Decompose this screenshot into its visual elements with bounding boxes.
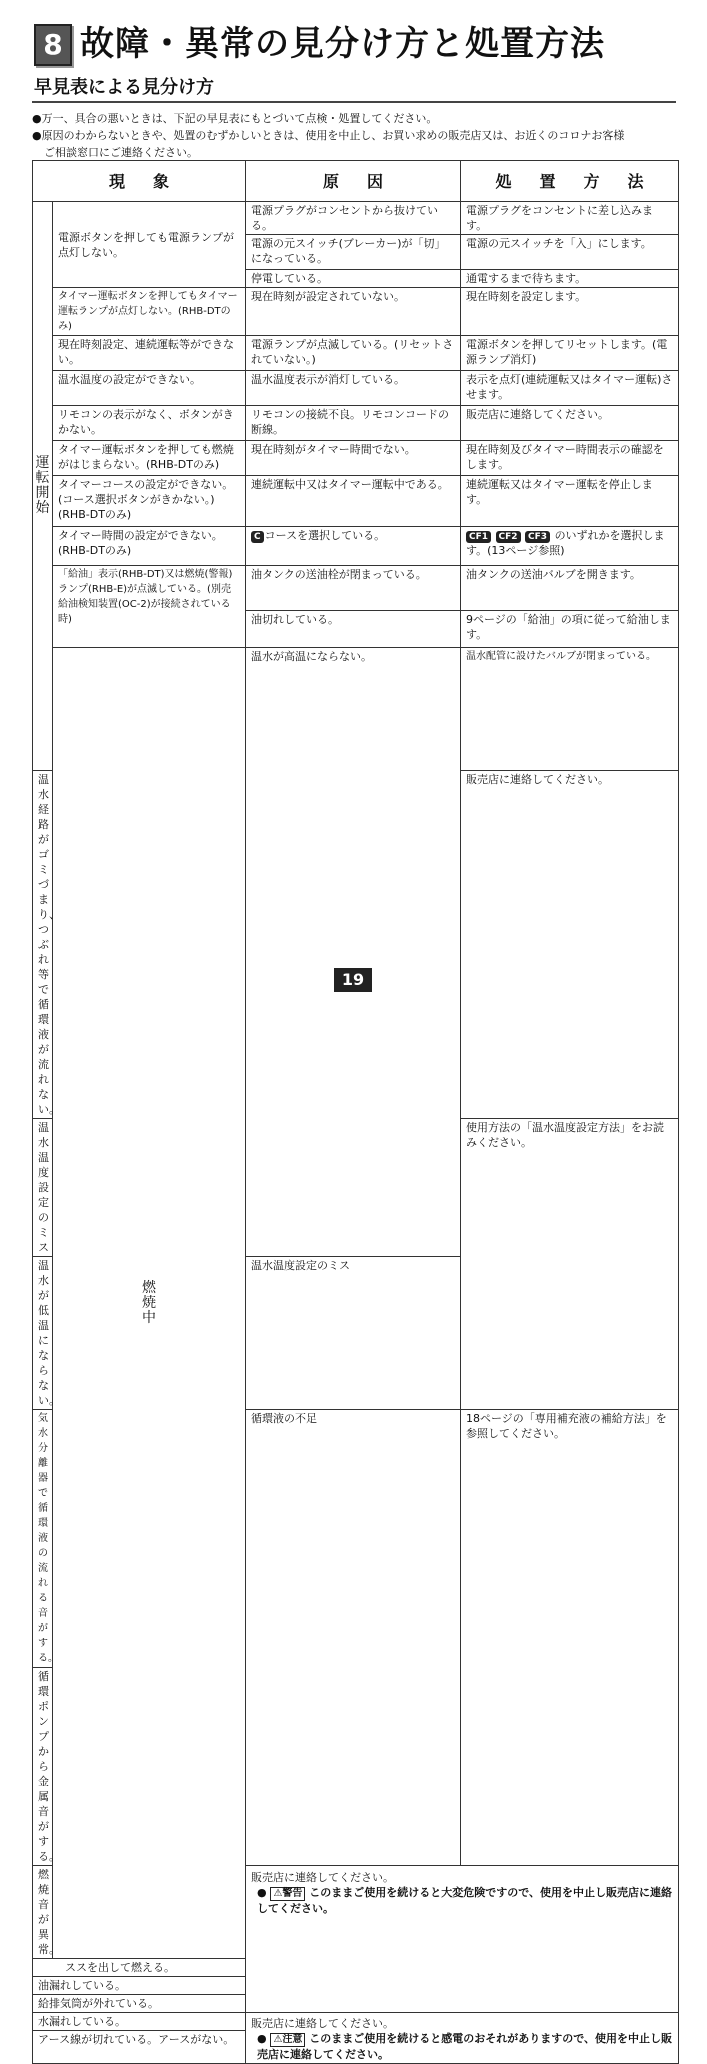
warning-icon: ⚠警告 xyxy=(270,1887,305,1901)
category-char: 開 xyxy=(35,485,50,501)
symptom-cell: 温水が高温にならない。 xyxy=(246,648,461,1257)
c-course-icon: C xyxy=(251,531,264,543)
action-text: 販売店に連絡してください。 xyxy=(251,2017,395,2030)
action-text: のいずれかを選択します。(13ページ参照) xyxy=(466,529,665,557)
cause-cell: 温水温度表示が消灯している。 xyxy=(246,371,461,406)
table-row xyxy=(33,202,679,235)
symptom-cell: ススを出して燃える。 xyxy=(33,1959,246,1977)
cause-cell: 温水経路がゴミづまり、つぶれ等で循環液が流れない。 xyxy=(33,771,53,1119)
category-char: 始 xyxy=(35,500,50,516)
cause-text: コースを選択している。 xyxy=(264,529,386,542)
symptom-cell: タイマー運転ボタンを押しても燃焼がはじまらない。(RHB-DTのみ) xyxy=(53,441,246,476)
action-cell: 通電するまで待ちます。 xyxy=(461,270,679,288)
category-char: 焼 xyxy=(142,1294,156,1311)
cause-cell: 循環液の不足 xyxy=(246,1410,461,1866)
cause-cell: 連続運転中又はタイマー運転中である。 xyxy=(246,476,461,527)
cause-cell: 電源プラグがコンセントから抜けている。 xyxy=(246,202,461,235)
symptom-cell: 燃焼音が異常。 xyxy=(33,1866,53,1959)
symptom-cell: 給排気筒が外れている。 xyxy=(33,1995,246,2013)
warning-text: このままご使用を続けると感電のおそれがありますので、使用を中止し販売店に連絡してください。 xyxy=(257,2032,673,2061)
action-cell: 18ページの「専用補充液の補給方法」を参照してください。 xyxy=(461,1410,679,1866)
subtitle-rule xyxy=(32,101,676,103)
caution-icon: ⚠注意 xyxy=(270,2033,305,2047)
action-cell: 電源の元スイッチを「入」にします。 xyxy=(461,235,679,270)
symptom-cell: リモコンの表示がなく、ボタンがきかない。 xyxy=(53,406,246,441)
category-operation-start xyxy=(33,202,53,771)
warning-note: ● ⚠警告 このままご使用を続けると大変危険ですので、使用を中止し販売店に連絡してください。 xyxy=(257,1886,673,1915)
note-2-cont: ご相談窓口にご連絡ください。 xyxy=(44,146,198,159)
cause-cell: 温水温度設定のミス xyxy=(33,1119,53,1257)
section-number: 8 xyxy=(34,24,72,66)
table-row xyxy=(33,648,679,771)
table-row xyxy=(33,441,679,476)
action-cell: 電源ボタンを押してリセットします。(電源ランプ消灯) xyxy=(461,336,679,371)
cause-cell: 温水配管に設けたバルブが閉まっている。 xyxy=(461,648,679,771)
cause-cell: 電源の元スイッチ(ブレーカー)が「切」になっている。 xyxy=(246,235,461,270)
table-row xyxy=(33,2013,679,2031)
action-cell: 表示を点灯(連続運転又はタイマー運転)させます。 xyxy=(461,371,679,406)
symptom-cell: 「給油」表示(RHB-DT)又は燃焼(警報)ランプ(RHB-E)が点滅している。(別売給油検知装置(OC-2)が接続されている時) xyxy=(53,566,246,648)
header-symptom: 現象 xyxy=(33,161,246,202)
cause-cell: 現在時刻が設定されていない。 xyxy=(246,288,461,336)
action-cell: 連続運転又はタイマー運転を停止します。 xyxy=(461,476,679,527)
symptom-cell: 現在時刻設定、連続運転等ができない。 xyxy=(53,336,246,371)
table-header-row xyxy=(33,161,679,202)
category-char: 運 xyxy=(35,455,50,471)
cause-cell: リモコンの接続不良。リモコンコードの断線。 xyxy=(246,406,461,441)
symptom-cell: 油漏れしている。 xyxy=(33,1977,246,1995)
category-char: 転 xyxy=(35,470,50,486)
symptom-cell: 温水温度の設定ができない。 xyxy=(53,371,246,406)
symptom-cell: タイマー運転ボタンを押してもタイマー運転ランプが点灯しない。(RHB-DTのみ) xyxy=(53,288,246,336)
category-char: 中 xyxy=(142,1309,156,1326)
note-1: ●万一、具合の悪いときは、下記の早見表にもとづいて点検・処置してください。 xyxy=(32,112,438,125)
troubleshooting-table xyxy=(32,160,679,2064)
table-row xyxy=(33,371,679,406)
table-row xyxy=(33,406,679,441)
cause-cell: 現在時刻がタイマー時間でない。 xyxy=(246,441,461,476)
table-row xyxy=(33,476,679,527)
category-combustion xyxy=(53,648,246,1959)
action-cell: 9ページの「給油」の項に従って給油します。 xyxy=(461,611,679,648)
action-text: 販売店に連絡してください。 xyxy=(251,1871,395,1884)
page-title: 故障・異常の見分け方と処置方法 xyxy=(80,24,605,64)
note-2: ●原因のわからないときや、処置のむずかしいときは、使用を中止し、お買い求めの販売店又は、お近くのコロナお客様 xyxy=(32,129,625,142)
page-number: 19 xyxy=(334,968,372,992)
table-row xyxy=(33,527,679,566)
action-cell: 油タンクの送油バルブを開きます。 xyxy=(461,566,679,611)
symptom-cell: 循環ポンプから金属音がする。 xyxy=(33,1668,53,1866)
cf1-icon: CF1 xyxy=(466,531,491,543)
action-cell: 現在時刻及びタイマー時間表示の確認をします。 xyxy=(461,441,679,476)
header-action: 処置方法 xyxy=(461,161,679,202)
table-row xyxy=(33,288,679,336)
cause-cell: 油タンクの送油栓が閉まっている。 xyxy=(246,566,461,611)
warning-cell xyxy=(246,2013,679,2064)
symptom-cell: アース線が切れている。アースがない。 xyxy=(33,2031,246,2064)
table-row xyxy=(33,336,679,371)
action-cell: 販売店に連絡してください。 xyxy=(461,771,679,1119)
header-cause: 原因 xyxy=(246,161,461,202)
symptom-cell: タイマーコースの設定ができない。(コース選択ボタンがきかない。)(RHB-DTのみ) xyxy=(53,476,246,527)
warning-note: ● ⚠注意 このままご使用を続けると感電のおそれがありますので、使用を中止し販売店に連絡してください。 xyxy=(257,2032,673,2061)
cf3-icon: CF3 xyxy=(525,531,550,543)
symptom-cell: 温水が低温にならない。 xyxy=(33,1257,53,1410)
symptom-cell: タイマー時間の設定ができない。(RHB-DTのみ) xyxy=(53,527,246,566)
cause-cell: 温水温度設定のミス xyxy=(246,1257,461,1410)
warning-text: このままご使用を続けると大変危険ですので、使用を中止し販売店に連絡してください。 xyxy=(257,1886,673,1915)
notes xyxy=(32,110,682,161)
action-cell: 販売店に連絡してください。 xyxy=(461,406,679,441)
cause-cell: 油切れしている。 xyxy=(246,611,461,648)
category-char: 燃 xyxy=(142,1279,156,1296)
table-row xyxy=(33,566,679,611)
cause-cell xyxy=(246,527,461,566)
cause-cell: 停電している。 xyxy=(246,270,461,288)
symptom-cell: 水漏れしている。 xyxy=(33,2013,246,2031)
action-cell: 電源プラグをコンセントに差し込みます。 xyxy=(461,202,679,235)
action-cell: 現在時刻を設定します。 xyxy=(461,288,679,336)
action-cell xyxy=(461,527,679,566)
symptom-cell: 気水分離器で循環液の流れる音がする。 xyxy=(33,1410,53,1668)
symptom-cell: 電源ボタンを押しても電源ランプが点灯しない。 xyxy=(53,202,246,288)
section-subtitle: 早見表による見分け方 xyxy=(34,77,214,98)
cause-cell: 電源ランプが点滅している。(リセットされていない。) xyxy=(246,336,461,371)
cf2-icon: CF2 xyxy=(496,531,521,543)
action-cell: 使用方法の「温水温度設定方法」をお読みください。 xyxy=(461,1119,679,1410)
warning-cell xyxy=(246,1866,679,2013)
